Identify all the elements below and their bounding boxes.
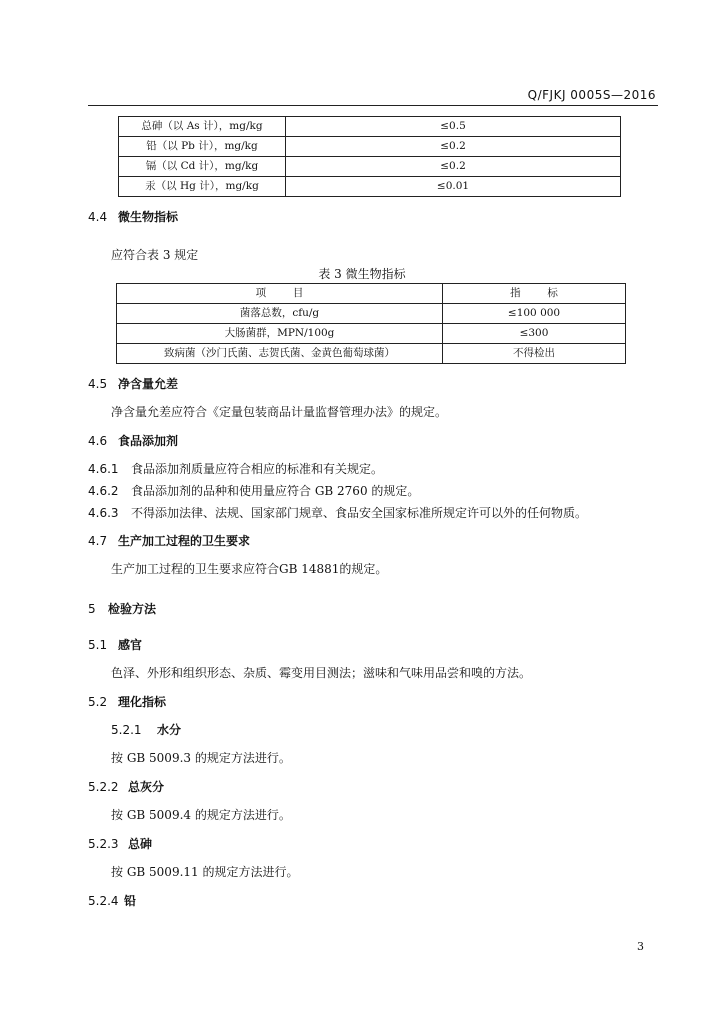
table-cell: 大肠菌群，MPN/100g — [117, 324, 443, 344]
clause-4-6-1: 4.6.1 食品添加剂质量应符合相应的标准和有关规定。 — [88, 462, 384, 476]
section-heading-4-5: 4.5 净含量允差 — [88, 377, 179, 391]
table-header-row — [117, 284, 626, 304]
section-heading-4-6: 4.6 食品添加剂 — [88, 434, 179, 448]
table-cell: ≤100 000 — [443, 304, 626, 324]
table-cell: ≤0.5 — [286, 117, 621, 137]
section-text-4-7: 生产加工过程的卫生要求应符合GB 14881的规定。 — [111, 562, 388, 576]
table-cell: 总砷（以 As 计），mg/kg — [119, 117, 286, 137]
table-row — [117, 324, 626, 344]
section-heading-4-4: 4.4 微生物指标 — [88, 210, 179, 224]
table-cell: 致病菌（沙门氏菌、志贺氏菌、金黄色葡萄球菌） — [117, 344, 443, 364]
section-text-5-1: 色泽、外形和组织形态、杂质、霉变用目测法；滋味和气味用品尝和嗅的方法。 — [111, 666, 532, 680]
table-row — [117, 344, 626, 364]
table-cell: 菌落总数，cfu/g — [117, 304, 443, 324]
section-text-4-4: 应符合表 3 规定 — [111, 248, 199, 262]
header-rule — [88, 105, 658, 106]
microbial-table — [116, 283, 626, 364]
section-heading-4-7: 4.7 生产加工过程的卫生要求 — [88, 534, 251, 548]
section-heading-5-2-4: 5.2.4 铅 — [88, 894, 137, 908]
table-header-cell: 指 标 — [443, 284, 626, 304]
clause-4-6-2: 4.6.2 食品添加剂的品种和使用量应符合 GB 2760 的规定。 — [88, 484, 420, 498]
table-cell: 汞（以 Hg 计），mg/kg — [119, 177, 286, 197]
table-cell: ≤0.2 — [286, 137, 621, 157]
table-cell: ≤0.01 — [286, 177, 621, 197]
table-row — [119, 137, 621, 157]
table-cell: ≤0.2 — [286, 157, 621, 177]
table-cell: 铅（以 Pb 计），mg/kg — [119, 137, 286, 157]
table-cell: 镉（以 Cd 计），mg/kg — [119, 157, 286, 177]
table-row — [119, 117, 621, 137]
table-cell: ≤300 — [443, 324, 626, 344]
table3-caption: 表 3 微生物指标 — [318, 267, 406, 281]
table-row — [119, 177, 621, 197]
page-number: 3 — [637, 940, 644, 953]
section-heading-5: 5 检验方法 — [88, 602, 157, 616]
section-text-5-2-3: 按 GB 5009.11 的规定方法进行。 — [111, 865, 299, 879]
section-heading-5-1: 5.1 感官 — [88, 638, 143, 652]
table-cell: 不得检出 — [443, 344, 626, 364]
clause-4-6-3: 4.6.3 不得添加法律、法规、国家部门规章、食品安全国家标准所规定许可以外的任何物质。 — [88, 506, 588, 520]
table-header-cell: 项 目 — [117, 284, 443, 304]
section-text-5-2-2: 按 GB 5009.4 的规定方法进行。 — [111, 808, 291, 822]
section-heading-5-2-2: 5.2.2 总灰分 — [88, 780, 165, 794]
section-heading-5-2: 5.2 理化指标 — [88, 695, 167, 709]
standard-code: Q/FJKJ 0005S—2016 — [527, 88, 656, 102]
section-heading-5-2-1: 5.2.1 水分 — [111, 723, 182, 737]
section-heading-5-2-3: 5.2.3 总砷 — [88, 837, 153, 851]
heavy-metals-table — [118, 116, 621, 197]
section-text-5-2-1: 按 GB 5009.3 的规定方法进行。 — [111, 751, 291, 765]
section-text-4-5: 净含量允差应符合《定量包装商品计量监督管理办法》的规定。 — [111, 405, 448, 419]
table-row — [119, 157, 621, 177]
table-row — [117, 304, 626, 324]
